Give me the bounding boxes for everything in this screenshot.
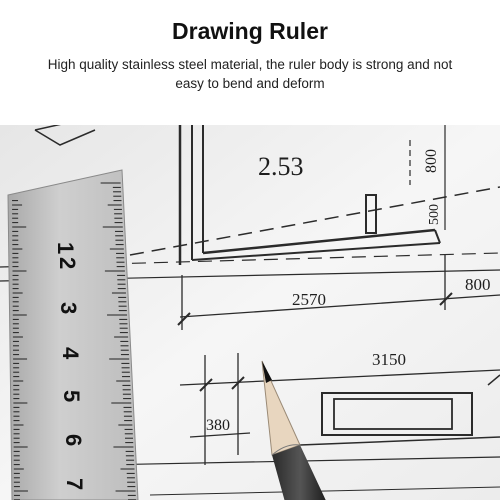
header bbox=[0, 0, 500, 125]
label-800-right: 800 bbox=[465, 275, 491, 294]
subtitle: High quality stainless steel material, the ruler body is strong and not easy to bend and deform bbox=[47, 57, 453, 91]
label-2570: 2570 bbox=[292, 290, 326, 309]
label-3150: 3150 bbox=[372, 350, 406, 369]
ruler-number: 7 bbox=[62, 478, 87, 491]
label-area: 2.53 bbox=[258, 152, 304, 181]
ruler-number: 2 bbox=[55, 257, 80, 270]
steel-ruler bbox=[8, 170, 138, 500]
ruler-number: 1 bbox=[53, 242, 78, 255]
blueprint-photo bbox=[0, 125, 500, 500]
ruler-number: 6 bbox=[61, 434, 86, 447]
label-380: 380 bbox=[206, 417, 230, 434]
label-500: 500 bbox=[427, 204, 442, 225]
ruler-number: 4 bbox=[58, 347, 83, 360]
product-photo bbox=[0, 125, 500, 500]
title: Drawing Ruler bbox=[172, 18, 328, 44]
ruler-number: 5 bbox=[59, 390, 84, 403]
label-800-top: 800 bbox=[423, 149, 440, 173]
ruler-number: 3 bbox=[56, 302, 81, 315]
